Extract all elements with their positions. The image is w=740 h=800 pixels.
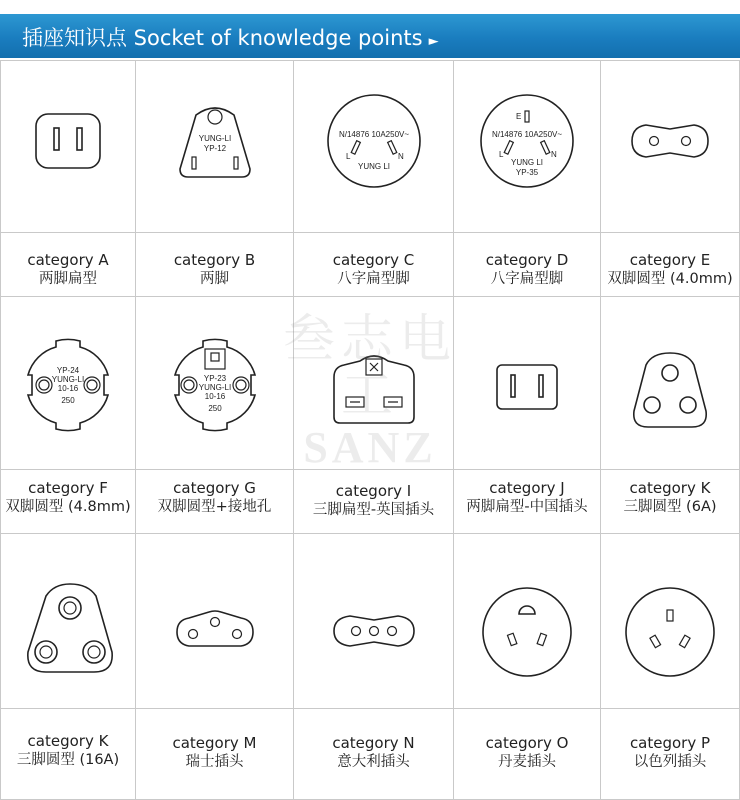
cell-category-g [136, 297, 294, 534]
round-three-pin-6a-icon [601, 347, 739, 433]
category-name: category E [629, 251, 711, 269]
slanted-flat-pin-icon [294, 91, 453, 191]
cell-label [294, 482, 453, 520]
volt-text: 250 [207, 404, 222, 413]
page-title-text: 插座知识点 Socket of knowledge points [22, 26, 423, 50]
category-desc: 双脚圆型 (4.8mm) [5, 499, 131, 515]
round-two-pin-4-8mm-icon [1, 335, 135, 435]
cell-category-d [454, 60, 601, 297]
cell-label [454, 479, 600, 517]
category-name: category C [332, 251, 415, 269]
rating-text: N/14876 10A250V~ [491, 130, 563, 139]
cell-category-e [601, 60, 740, 297]
neutral-text: N [551, 150, 557, 159]
category-desc: 两脚 [200, 271, 229, 287]
category-desc: 以色列插头 [633, 754, 707, 770]
cell-category-k-6a [601, 297, 740, 534]
cell-category-k-16a [0, 534, 136, 800]
two-pin-plug-icon [136, 99, 293, 187]
volt-text: 250 [61, 396, 75, 405]
cell-category-c [294, 60, 454, 297]
cell-label [601, 251, 739, 289]
cell-category-o [454, 534, 601, 800]
play-arrow-icon: ► [428, 34, 439, 49]
category-name: category M [172, 734, 257, 752]
category-desc: 瑞士插头 [185, 754, 244, 770]
category-desc: 丹麦插头 [498, 754, 556, 770]
category-desc: 八字扁型脚 [337, 271, 410, 287]
row-divider [0, 469, 740, 470]
brand-text: YUNG LI [510, 158, 544, 167]
flat-two-pin-icon [1, 106, 135, 176]
cell-label [294, 251, 453, 289]
category-desc: 双脚圆型 (4.0mm) [607, 271, 733, 287]
cell-label [136, 479, 293, 517]
category-name: category F [28, 479, 108, 497]
model-text: YP-24 [56, 366, 80, 375]
size-text: 10-16 [57, 384, 79, 393]
category-desc: 三脚圆型 (16A) [16, 752, 120, 768]
israeli-plug-icon [601, 584, 739, 680]
category-desc: 意大利插头 [337, 754, 410, 770]
brand-text: YUNG-LI [198, 134, 231, 143]
rating-text: N/14876 10A250V~ [338, 130, 409, 139]
cell-category-j [454, 297, 601, 534]
category-name: category G [173, 479, 256, 497]
neutral-text: N [397, 152, 404, 161]
header-bar [0, 14, 740, 58]
cell-label [454, 251, 600, 289]
cell-label [136, 251, 293, 289]
cell-label [454, 734, 600, 772]
slanted-flat-pin-earth-icon [454, 91, 600, 191]
cell-label [1, 479, 135, 517]
cell-label [294, 734, 453, 772]
cell-category-b [136, 60, 294, 297]
category-name: category K [27, 732, 109, 750]
italian-plug-icon [294, 612, 453, 650]
swiss-plug-icon [136, 608, 293, 650]
brand-text: YUNG-LI [51, 375, 85, 384]
cell-category-n [294, 534, 454, 800]
cell-label [601, 734, 739, 772]
brand-text: YUNG LI [357, 162, 390, 171]
model-text: YP-23 [203, 374, 226, 383]
schuko-icon [136, 335, 293, 435]
category-name: category J [489, 479, 565, 497]
live-text: L [499, 150, 504, 159]
model-text: YP-35 [515, 168, 539, 177]
category-name: category P [629, 734, 711, 752]
model-text: YP-12 [203, 144, 226, 153]
category-desc: 两脚扁型-中国插头 [466, 499, 588, 515]
category-desc: 两脚扁型 [39, 271, 97, 287]
category-desc: 三脚扁型-英国插头 [312, 502, 435, 518]
china-plug-icon [454, 359, 600, 415]
watermark-cn: 叁志电工 [282, 310, 457, 426]
uk-plug-icon [294, 347, 453, 427]
live-text: L [345, 152, 350, 161]
category-desc: 双脚圆型+接地孔 [157, 499, 272, 515]
cell-category-m [136, 534, 294, 800]
category-name: category K [629, 479, 711, 497]
category-name: category B [173, 251, 256, 269]
cell-category-p [601, 534, 740, 800]
cell-label [136, 734, 293, 772]
watermark-en: SANZ [303, 423, 437, 472]
socket-grid [0, 60, 740, 800]
category-name: category N [332, 734, 415, 752]
category-name: category O [485, 734, 569, 752]
earth-text: E [516, 112, 522, 121]
round-two-pin-4mm-icon [601, 121, 739, 161]
cell-label [1, 732, 135, 770]
category-desc: 八字扁型脚 [490, 271, 564, 287]
cell-category-a [0, 60, 136, 297]
cell-label [1, 251, 135, 289]
danish-plug-icon [454, 584, 600, 680]
row-divider [0, 232, 740, 233]
page-title [22, 26, 439, 54]
category-name: category D [485, 251, 569, 269]
header [0, 0, 740, 60]
row-divider [0, 708, 740, 709]
cell-category-i [294, 297, 454, 534]
round-three-pin-16a-icon [1, 578, 135, 678]
cell-category-f [0, 297, 136, 534]
cell-label [601, 479, 739, 517]
size-text: 10-16 [204, 392, 225, 401]
category-desc: 三脚圆型 (6A) [623, 499, 717, 515]
brand-text: YUNG-LI [198, 383, 231, 392]
category-name: category A [27, 251, 109, 269]
category-name: category I [335, 482, 412, 500]
